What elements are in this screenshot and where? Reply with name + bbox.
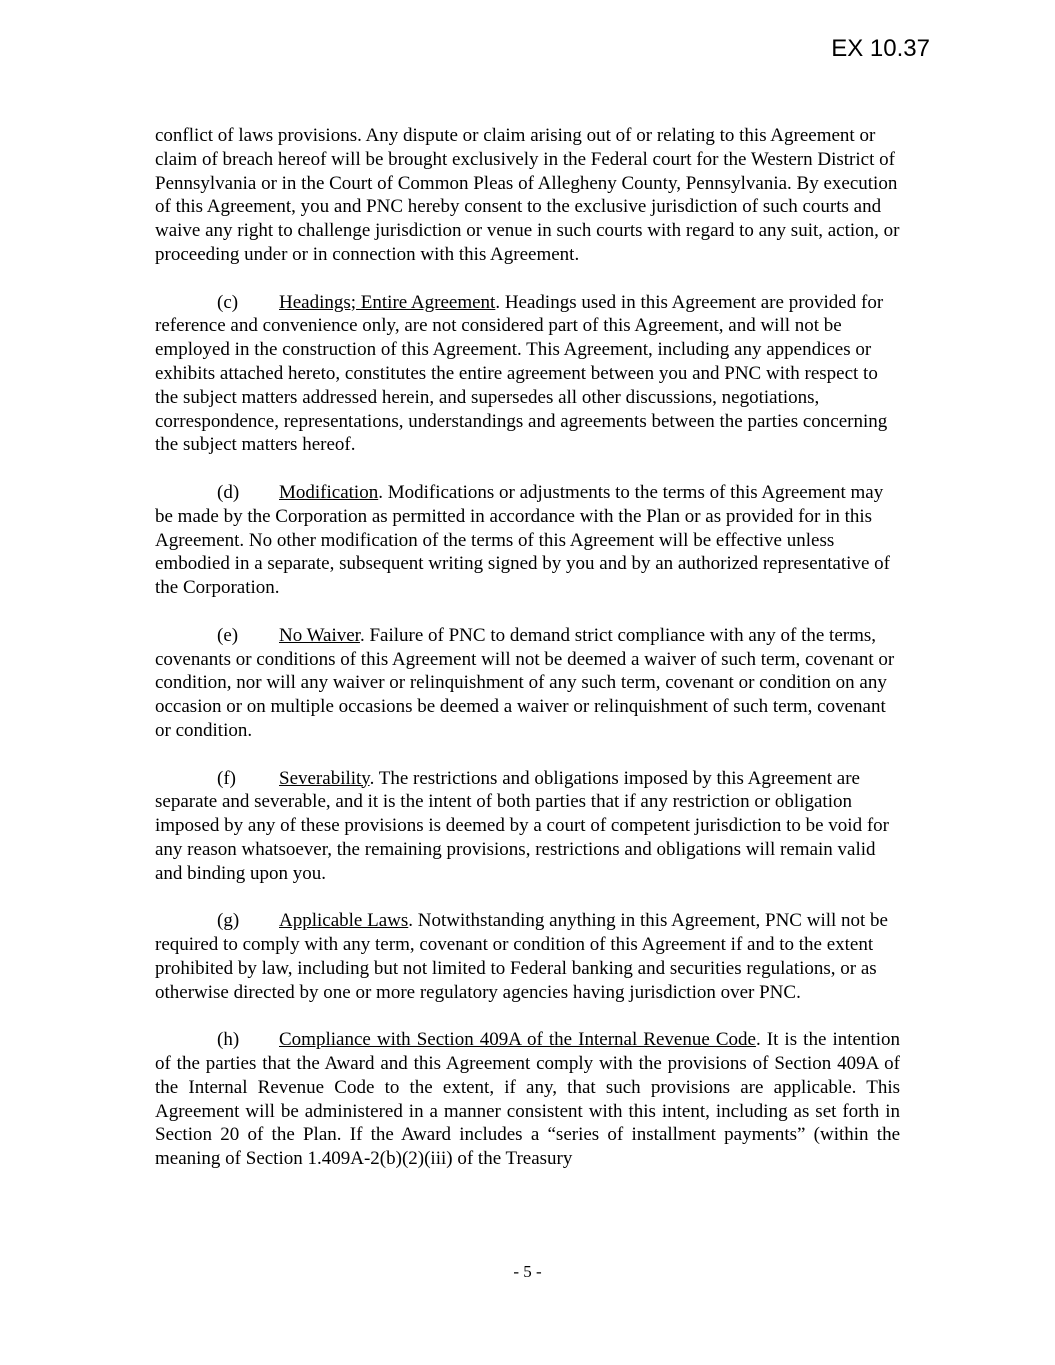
section-heading: No Waiver <box>279 624 360 646</box>
paragraph-text: conflict of laws provisions. Any dispute or claim arising out of or relating to this Agreement or claim of breach hereof will be brought exclusively in the Federal court for the Western District of Pennsylvania or in the Court of Common Pleas of Allegheny County, Pennsylvania. By execution of this Agreement, you and PNC hereby consent to the exclusive jurisdiction of such courts and waive any right to challenge jurisdiction or venue in such courts with regard to any suit, action, or proceeding under or in connection with this Agreement. <box>155 125 900 265</box>
section-heading: Headings; Entire Agreement <box>279 291 496 313</box>
section-label: (g) <box>217 910 240 932</box>
section-heading: Compliance with Section 409A of the Internal Revenue Code <box>279 1029 756 1051</box>
paragraph-conflict-of-laws <box>155 124 900 267</box>
paragraph-text: . The restrictions and obligations imposed by this Agreement are separate and severable, and it is the intent of both parties that if any restriction or obligation imposed by any of these provisions is deemed by a court of competent jurisdiction to be void for any reason whatsoever, the remaining provisions, restrictions and obligations will remain valid and binding upon you. <box>155 767 889 884</box>
paragraph-no-waiver <box>155 624 900 743</box>
section-label: (f) <box>217 767 236 789</box>
paragraph-severability <box>155 767 900 886</box>
paragraph-headings-entire-agreement <box>155 291 900 458</box>
paragraph-text: . Notwithstanding anything in this Agreement, PNC will not be required to comply with any term, covenant or condition of this Agreement if and to the extent prohibited by law, including but not limited to Federal banking and securities regulations, or as otherwise directed by one or more regulatory agencies having jurisdiction over PNC. <box>155 910 888 1003</box>
paragraph-text: . Failure of PNC to demand strict compliance with any of the terms, covenants or conditions of this Agreement will not be deemed a waiver of such term, covenant or condition, nor will any waiver or relinquishment of any such term, covenant or condition on any occasion or on multiple occasions be deemed a waiver or relinquishment of such term, covenant or condition. <box>155 624 895 741</box>
paragraph-modification <box>155 481 900 600</box>
section-label: (d) <box>217 481 240 503</box>
exhibit-number: EX 10.37 <box>831 35 930 62</box>
section-heading: Modification <box>279 481 379 503</box>
section-heading: Severability <box>279 767 370 789</box>
section-label: (e) <box>217 624 239 646</box>
paragraph-text: . Headings used in this Agreement are provided for reference and convenience only, are not considered part of this Agreement, and will not be employed in the construction of this Agreement. This Agreement, including any appendices or exhibits attached hereto, constitutes the entire agreement between you and PNC with respect to the subject matters addressed herein, and supersedes all other discussions, negotiations, correspondence, representations, understandings and agreements between the parties concerning the subject matters hereof. <box>155 291 888 456</box>
page-number: - 5 - <box>513 1262 542 1281</box>
paragraph-section-409a <box>155 1028 900 1171</box>
section-label: (c) <box>217 291 239 313</box>
paragraph-applicable-laws <box>155 909 900 1004</box>
paragraph-text: . Modifications or adjustments to the terms of this Agreement may be made by the Corporation as permitted in accordance with the Plan or as provided for in this Agreement. No other modification of the terms of this Agreement will be effective unless embodied in a separate, subsequent writing signed by you and by an authorized representative of the Corporation. <box>155 481 890 599</box>
document-body <box>155 124 900 1195</box>
section-label: (h) <box>217 1029 240 1051</box>
section-heading: Applicable Laws <box>279 910 409 932</box>
paragraph-text: . It is the intention of the parties that the Award and this Agreement comply with the provisions of Section 409A of the Internal Revenue Code to the extent, if any, that such provisions are applicable. This Agreement will be administered in a manner consistent with this intent, including as set forth in Section 20 of the Plan. If the Award includes a “series of installment payments” (within the meaning of Section 1.409A-2(b)(2)(iii) of the Treasury <box>155 1029 900 1170</box>
